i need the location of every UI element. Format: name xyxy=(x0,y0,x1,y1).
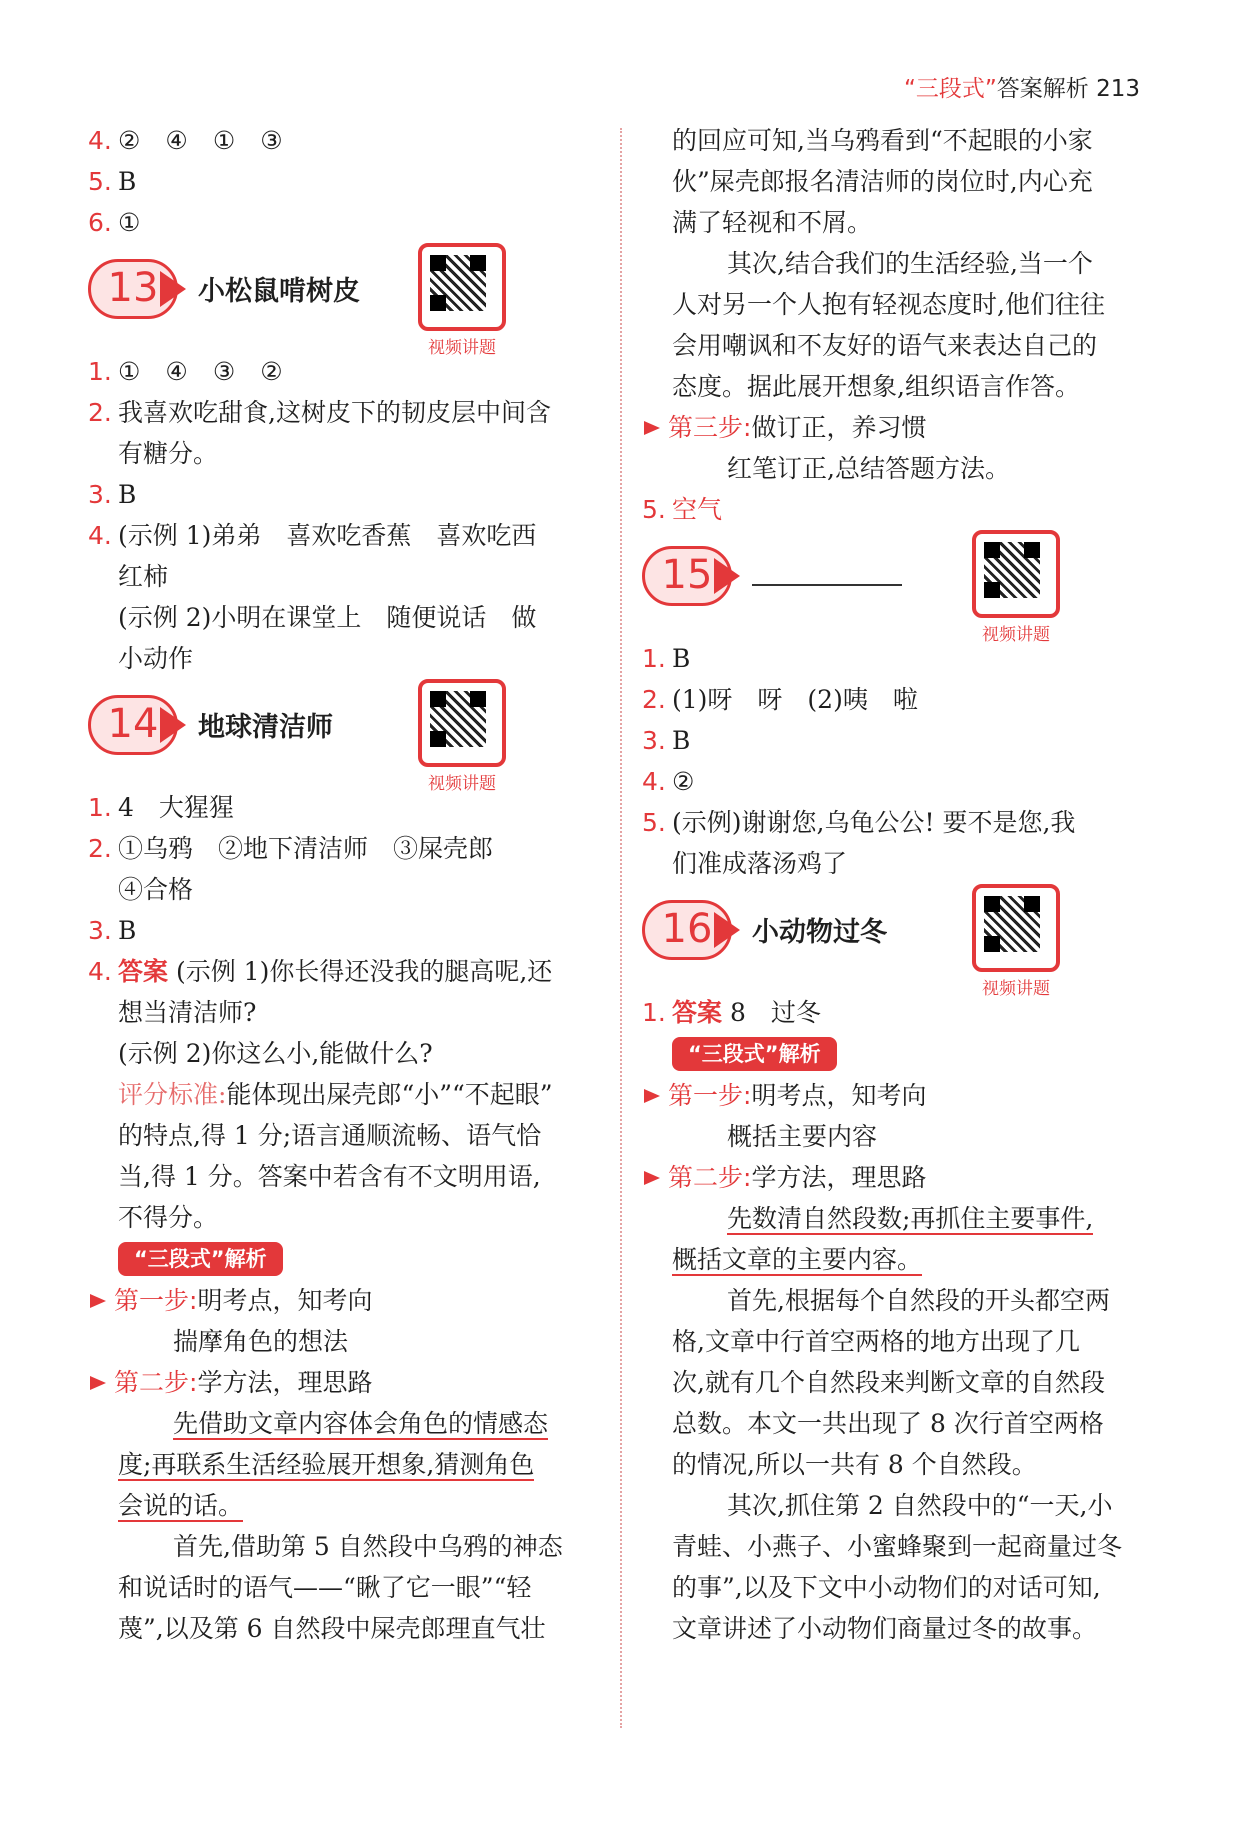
text-span: 3. xyxy=(88,916,112,945)
text-span: 的情况,所以一共有 8 个自然段。 xyxy=(672,1450,1037,1479)
qr-code[interactable] xyxy=(418,243,506,358)
text-span: 第三步: xyxy=(668,413,752,442)
right-column xyxy=(642,120,1154,1649)
section-badge xyxy=(642,546,747,606)
qr-code[interactable] xyxy=(972,530,1060,645)
section-title: 小松鼠啃树皮 xyxy=(198,276,360,307)
text-span: ② ④ ① ③ xyxy=(118,126,283,155)
qr-code-icon xyxy=(972,884,1060,972)
text-span: (1)呀 呀 (2)咦 啦 xyxy=(672,685,918,714)
qr-code[interactable] xyxy=(972,884,1060,999)
text-span: 答案 xyxy=(672,998,723,1027)
text-span: 先数清自然段数;再抓住主要事件, xyxy=(727,1204,1094,1233)
answer-line xyxy=(88,120,600,161)
text-span: 首先,借助第 5 自然段中乌鸦的神态 xyxy=(173,1532,563,1561)
text-span: 其次,抓住第 2 自然段中的“一天,小 xyxy=(727,1491,1113,1520)
section-16-heading xyxy=(642,884,1154,999)
text-span: 视频讲题 xyxy=(982,979,1050,999)
text-span: B xyxy=(672,644,691,673)
arrow-icon xyxy=(90,1376,106,1390)
header-quote: “三段式” xyxy=(903,76,997,102)
text-span: 文章讲述了小动物们商量过冬的故事。 xyxy=(672,1614,1098,1643)
text-span: 第二步: xyxy=(668,1163,752,1192)
text-span: 当,得 1 分。答案中若含有不文明用语, xyxy=(118,1162,541,1191)
section-badge xyxy=(88,695,193,755)
text-span: 1. xyxy=(642,644,666,673)
text-span: 总数。本文一共出现了 8 次行首空两格 xyxy=(672,1409,1104,1438)
page-number: 213 xyxy=(1096,76,1140,102)
text-span: 格,文章中行首空两格的地方出现了几 xyxy=(672,1327,1080,1356)
text-span: 2. xyxy=(88,398,112,427)
section-14-heading xyxy=(88,679,600,794)
column-divider xyxy=(620,128,622,1728)
text-span: 5. xyxy=(88,167,112,196)
text-span: 明考点，知考向 xyxy=(197,1286,373,1315)
text-span: (示例 1)弟弟 喜欢吃香蕉 喜欢吃西 xyxy=(118,521,537,550)
text-span: 能体现出屎壳郎“小”“不起眼” xyxy=(226,1080,553,1109)
text-span: 青蛙、小燕子、小蜜蜂聚到一起商量过冬 xyxy=(672,1532,1123,1561)
text-span: 人对另一个人抱有轻视态度时,他们往往 xyxy=(672,290,1105,319)
text-span: (示例 1)你长得还没我的腿高呢,还 xyxy=(175,957,553,986)
text-span: 1. xyxy=(88,793,112,822)
text-span: B xyxy=(118,480,137,509)
text-span: 13 xyxy=(107,265,159,311)
text-span: 概括文章的主要内容。 xyxy=(672,1245,923,1274)
text-span: 4. xyxy=(642,767,666,796)
text-span: 空气 xyxy=(672,495,723,524)
text-span: 的事”,以及下文中小动物们的对话可知, xyxy=(672,1573,1101,1602)
text-span: 16 xyxy=(661,906,713,952)
section-15-heading xyxy=(642,530,1154,645)
text-span: 揣摩角色的想法 xyxy=(173,1327,349,1356)
text-span: 伙”屎壳郎报名清洁师的岗位时,内心充 xyxy=(672,167,1093,196)
text-span: 的特点,得 1 分;语言通顺流畅、语气恰 xyxy=(118,1121,542,1150)
text-span: ② xyxy=(672,767,695,796)
text-span: 视频讲题 xyxy=(428,774,496,794)
text-span: 红笔订正,总结答题方法。 xyxy=(727,454,1010,483)
text-span: 视频讲题 xyxy=(982,625,1050,645)
text-span: B xyxy=(118,167,137,196)
text-span: 学方法，理思路 xyxy=(751,1163,927,1192)
text-span: 概括主要内容 xyxy=(727,1122,878,1151)
text-span: 3. xyxy=(88,480,112,509)
section-title: 地球清洁师 xyxy=(198,712,333,743)
text-span: 5. xyxy=(642,808,666,837)
qr-code[interactable] xyxy=(418,679,506,794)
text-span: 会用嘲讽和不友好的语气来表达自己的 xyxy=(672,331,1098,360)
answer-line xyxy=(88,161,600,202)
text-span: 视频讲题 xyxy=(428,338,496,358)
text-span: ① xyxy=(118,208,141,237)
text-span: 3. xyxy=(642,726,666,755)
text-span: 第一步: xyxy=(668,1081,752,1110)
section-title: 小动物过冬 xyxy=(752,917,887,948)
arrow-icon xyxy=(644,1171,660,1185)
text-span: 2. xyxy=(642,685,666,714)
text-span: 4. xyxy=(88,126,112,155)
text-span: (示例 2)小明在课堂上 随便说话 做 xyxy=(118,603,537,632)
text-span: 8 过冬 xyxy=(729,998,821,1027)
arrow-icon xyxy=(90,1294,106,1308)
qr-code-icon xyxy=(418,243,506,331)
text-span: 小动作 xyxy=(118,644,194,673)
arrow-icon xyxy=(644,421,660,435)
text-span: 态度。据此展开想象,组织语言作答。 xyxy=(672,372,1080,401)
text-span: 1. xyxy=(88,357,112,386)
section-badge xyxy=(642,900,747,960)
text-span: 评分标准: xyxy=(118,1080,227,1109)
text-span: 答案 xyxy=(118,957,169,986)
title-blank-line xyxy=(752,584,902,586)
text-span: 想当清洁师? xyxy=(118,998,257,1027)
text-span: 红柿 xyxy=(118,562,169,591)
text-span: 做订正，养习惯 xyxy=(751,413,927,442)
qr-code-icon xyxy=(972,530,1060,618)
text-span: 2. xyxy=(88,834,112,863)
text-span: 6. xyxy=(88,208,112,237)
text-span: 4. xyxy=(88,521,112,550)
text-span: 有糖分。 xyxy=(118,439,219,468)
text-span: B xyxy=(672,726,691,755)
text-span: 第一步: xyxy=(114,1286,198,1315)
text-span: 首先,根据每个自然段的开头都空两 xyxy=(727,1286,1110,1315)
text-span: 14 xyxy=(107,701,159,747)
header-title: 答案解析 xyxy=(996,76,1089,102)
text-span: 1. xyxy=(642,998,666,1027)
qr-code-icon xyxy=(418,679,506,767)
text-span: 15 xyxy=(661,552,713,598)
text-span: 先借助文章内容体会角色的情感态 xyxy=(173,1409,549,1438)
text-span: ④合格 xyxy=(118,875,194,904)
text-span: 们准成落汤鸡了 xyxy=(672,849,848,878)
analysis-tag: “三段式”解析 xyxy=(672,1037,837,1071)
text-span: ①乌鸦 ②地下清洁师 ③屎壳郎 xyxy=(118,834,494,863)
section-13-heading xyxy=(88,243,600,358)
text-span: 其次,结合我们的生活经验,当一个 xyxy=(727,249,1093,278)
text-span: 不得分。 xyxy=(118,1203,219,1232)
text-span: 和说话时的语气——“瞅了它一眼”“轻 xyxy=(118,1573,532,1602)
text-span: (示例 2)你这么小,能做什么? xyxy=(118,1039,433,1068)
left-column xyxy=(88,120,600,1649)
text-span: 5. xyxy=(642,495,666,524)
text-span: 学方法，理思路 xyxy=(197,1368,373,1397)
text-span: 的回应可知,当乌鸦看到“不起眼的小家 xyxy=(672,126,1093,155)
arrow-icon xyxy=(644,1089,660,1103)
section-badge xyxy=(88,259,193,319)
text-span: 4 大猩猩 xyxy=(118,793,234,822)
text-span: 度;再联系生活经验展开想象,猜测角色 xyxy=(118,1450,535,1479)
page-header xyxy=(904,70,1140,103)
text-span: 满了轻视和不屑。 xyxy=(672,208,873,237)
text-span: 蔑”,以及第 6 自然段中屎壳郎理直气壮 xyxy=(118,1614,546,1643)
text-span: (示例)谢谢您,乌龟公公! 要不是您,我 xyxy=(672,808,1076,837)
text-span: 明考点，知考向 xyxy=(751,1081,927,1110)
text-span: 会说的话。 xyxy=(118,1491,244,1520)
answer-line xyxy=(88,202,600,243)
analysis-tag: “三段式”解析 xyxy=(118,1242,283,1276)
text-span: ① ④ ③ ② xyxy=(118,357,283,386)
text-span: 我喜欢吃甜食,这树皮下的韧皮层中间含 xyxy=(118,398,551,427)
text-span: 第二步: xyxy=(114,1368,198,1397)
text-span: 次,就有几个自然段来判断文章的自然段 xyxy=(672,1368,1105,1397)
text-span: 4. xyxy=(88,957,112,986)
text-span: B xyxy=(118,916,137,945)
